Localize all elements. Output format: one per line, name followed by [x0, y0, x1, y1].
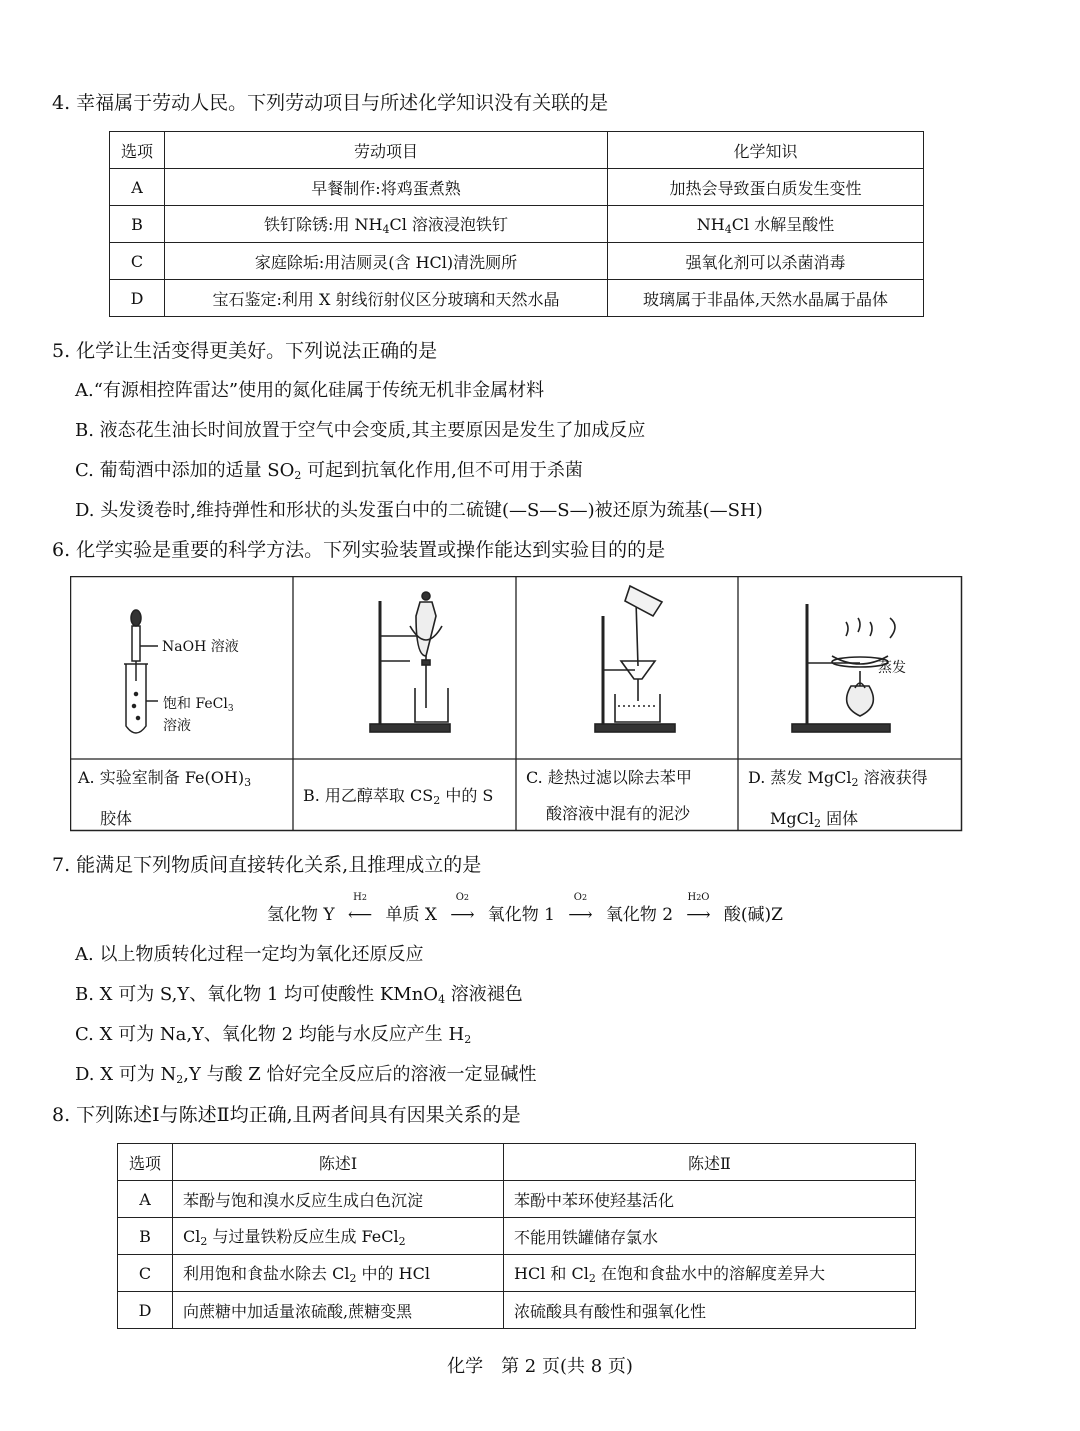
q4-stem: 4. 幸福属于劳动人民。下列劳动项目与所述化学知识没有关联的是 — [52, 92, 609, 114]
caption-c: C. 趁热过滤以除去苯甲 酸溶液中混有的泥沙 — [526, 768, 692, 823]
caption-a: A. 实验室制备 $Fe(OH)_3$ — [78, 768, 252, 789]
q5-option-c: C. 葡萄酒中添加的适量 $SO_2$ 可起到抗氧化作用,但不可用于杀菌 — [75, 460, 583, 482]
q7-option-b: B. X 可为 S,Y、氧化物 1 均可使酸性 KMnO$_4$ 溶液褪色 — [75, 984, 523, 1006]
table-row — [110, 243, 924, 280]
table-row — [118, 1181, 916, 1218]
table-header — [118, 1144, 916, 1181]
knowledge-cell: $NH_4Cl$ 水解呈酸性 — [608, 206, 924, 243]
table-row — [118, 1218, 916, 1255]
header-cell: 陈述Ⅱ — [504, 1144, 916, 1181]
page-footer: 化学 第 2 页(共 8 页) — [447, 1356, 633, 1377]
labor-item-cell: 铁钉除锈:用 $NH_4Cl$ 溶液浸泡铁钉 — [165, 206, 608, 243]
knowledge-cell: 加热会导致蛋白质发生变性 — [608, 169, 924, 206]
option-cell: C — [110, 243, 165, 280]
option-cell: D — [110, 280, 165, 317]
table-row — [110, 169, 924, 206]
option-cell: C — [118, 1255, 173, 1292]
labor-item-cell: 早餐制作:将鸡蛋煮熟 — [165, 169, 608, 206]
fecl3-label: 饱和 FeCl$_3$ 溶液 — [163, 696, 234, 734]
q7-option-c: C. X 可为 Na,Y、氧化物 2 均能与水反应产生 $H_2$ — [75, 1024, 472, 1046]
statement-1-cell: 苯酚与饱和溴水反应生成白色沉淀 — [173, 1181, 504, 1218]
q8-stem: 8. 下列陈述Ⅰ与陈述Ⅱ均正确,且两者间具有因果关系的是 — [52, 1104, 521, 1126]
statement-1-cell: $Cl_2$ 与过量铁粉反应生成 FeCl$_2$ — [173, 1218, 504, 1255]
statement-2-cell: 苯酚中苯环使羟基活化 — [504, 1181, 916, 1218]
statement-2-cell: HCl 和 $Cl_2$ 在饱和食盐水中的溶解度差异大 — [504, 1255, 916, 1292]
labor-item-cell: 家庭除垢:用洁厕灵(含 HCl)清洗厕所 — [165, 243, 608, 280]
q5-option-d: D. 头发烫卷时,维持弹性和形状的头发蛋白中的二硫键(—S—S—)被还原为巯基(—SH) — [75, 500, 763, 521]
conversion-equation: 氢化物 Y H2 ⟵ 单质 X O2 ⟶ 氧化物 1 O2 ⟶ 氧化物 2 H2O ⟶ 酸(碱)Z — [267, 892, 783, 925]
q5-option-b: B. 液态花生油长时间放置于空气中会变质,其主要原因是发生了加成反应 — [75, 420, 646, 441]
table-row — [110, 280, 924, 317]
option-cell: A — [110, 169, 165, 206]
separatory-funnel-icon — [370, 592, 450, 732]
naoh-label: NaOH 溶液 — [162, 639, 239, 655]
header-cell: 陈述Ⅰ — [173, 1144, 504, 1181]
statement-2-cell: 浓硫酸具有酸性和强氧化性 — [504, 1292, 916, 1329]
evaporation-label: 蒸发 — [878, 660, 906, 676]
q7-option-d: D. X 可为 $N_2,Y$ 与酸 Z 恰好完全反应后的溶液一定显碱性 — [75, 1064, 537, 1086]
q4-table — [109, 131, 924, 317]
q5-option-a: A.“有源相控阵雷达”使用的氮化硅属于传统无机非金属材料 — [75, 380, 545, 401]
option-cell: D — [118, 1292, 173, 1329]
table-header — [110, 132, 924, 169]
knowledge-cell: 玻璃属于非晶体,天然水晶属于晶体 — [608, 280, 924, 317]
header-cell: 劳动项目 — [165, 132, 608, 169]
caption-b: B. 用乙醇萃取 $CS_2$ 中的 S — [303, 786, 494, 807]
header-cell: 化学知识 — [608, 132, 924, 169]
knowledge-cell: 强氧化剂可以杀菌消毒 — [608, 243, 924, 280]
option-cell: A — [118, 1181, 173, 1218]
statement-1-cell: 向蔗糖中加适量浓硫酸,蔗糖变黑 — [173, 1292, 504, 1329]
caption-d: D. 蒸发 MgCl$_2$ 溶液获得 MgCl$_2$ 固体 — [748, 768, 928, 830]
filtration-funnel-icon — [595, 586, 675, 732]
table-row — [118, 1255, 916, 1292]
q7-stem: 7. 能满足下列物质间直接转化关系,且推理成立的是 — [52, 854, 482, 876]
q6-stem: 6. 化学实验是重要的科学方法。下列实验装置或操作能达到实验目的的是 — [52, 539, 666, 561]
option-cell: B — [118, 1218, 173, 1255]
q6-apparatus-grid: NaOH 溶液 饱和 FeCl$_3$ 溶液 蒸发 A. 实验室制备 $Fe(OH)_3$ 胶体 B. 用乙醇萃取 $CS_2$ 中的 S C. 趁热过滤以除去苯甲 酸溶液中混有的泥沙 D. 蒸发 MgCl$_2$ 溶液获得 MgCl$_2$ 固体 — [70, 576, 963, 832]
header-cell: 选项 — [110, 132, 165, 169]
labor-item-cell: 宝石鉴定:利用 X 射线衍射仪区分玻璃和天然水晶 — [165, 280, 608, 317]
q7-option-a: A. 以上物质转化过程一定均为氧化还原反应 — [75, 944, 424, 965]
q5-stem: 5. 化学让生活变得更美好。下列说法正确的是 — [52, 340, 438, 362]
statement-1-cell: 利用饱和食盐水除去 $Cl_2$ 中的 HCl — [173, 1255, 504, 1292]
option-cell: B — [110, 206, 165, 243]
table-row — [118, 1292, 916, 1329]
statement-2-cell: 不能用铁罐储存氯水 — [504, 1218, 916, 1255]
table-row — [110, 206, 924, 243]
q8-table — [117, 1143, 916, 1329]
header-cell: 选项 — [118, 1144, 173, 1181]
